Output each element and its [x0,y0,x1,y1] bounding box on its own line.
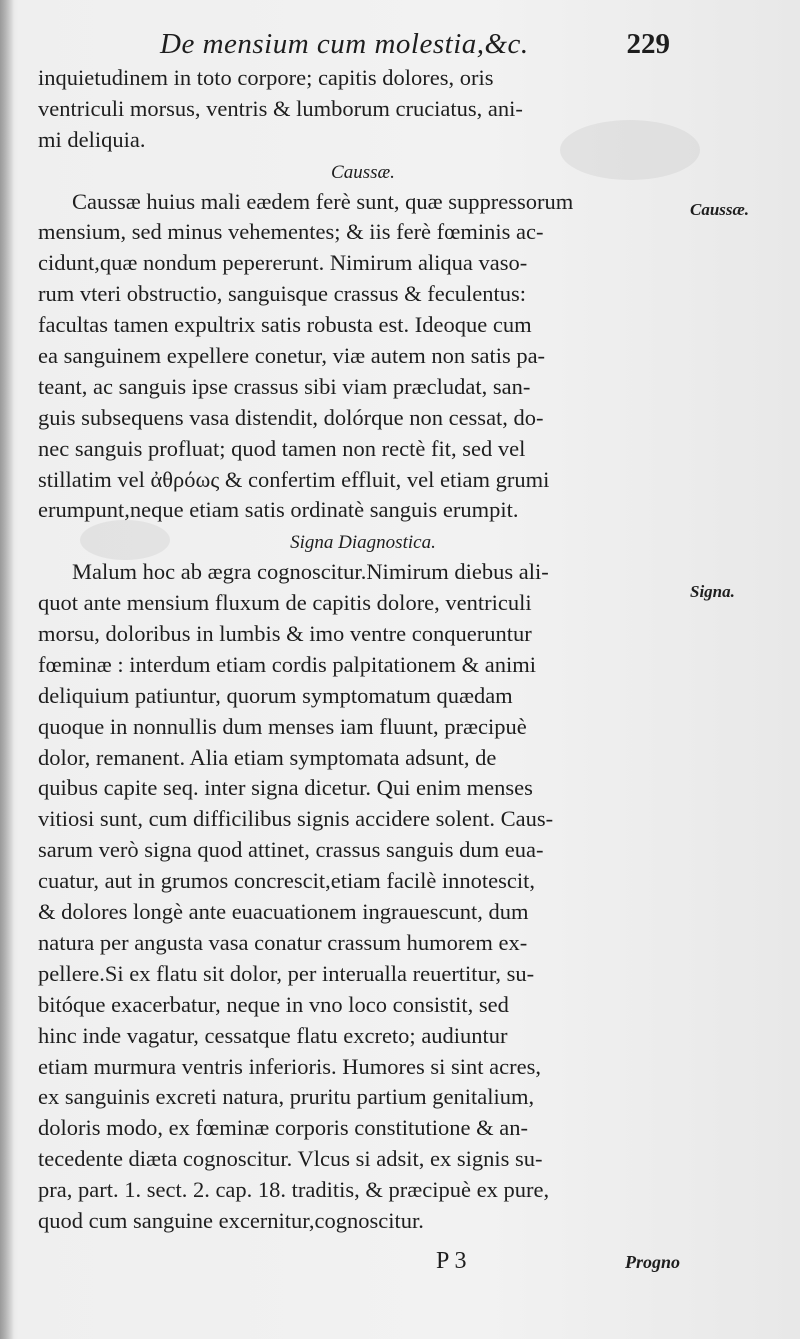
text-line: rum vteri obstructio, sanguisque crassus & feculentus: [38,281,527,307]
text-line: mi deliquia. [38,126,146,152]
gutter-shadow [0,0,14,1339]
margin-note-causae: Caussæ. [690,200,750,219]
text-line: Malum hoc ab ægra cognoscitur.Nimirum diebus ali- [72,559,549,585]
text-line: tecedente diæta cognoscitur. Vlcus si adsit, ex signis su- [38,1146,543,1172]
text-line: fœminæ : interdum etiam cordis palpitationem & animi [38,651,537,677]
text-line: cidunt,quæ nondum pepererunt. Nimirum aliqua vaso- [38,250,528,276]
margin-note-signa: Signa. [690,582,735,601]
text-line: mensium, sed minus vehementes; & iis ferè fœminis ac- [38,219,544,245]
text-line: quibus capite seq. inter signa dicetur. Qui enim menses [38,775,533,801]
signature-mark: P 3 [436,1248,467,1274]
text-line: morsu, doloribus in lumbis & imo ventre conqueruntur [38,621,532,647]
text-line: Caussæ huius mali eædem ferè sunt, quæ suppressorum [72,188,574,214]
text-line: ea sanguinem expellere conetur, viæ autem non satis pa- [38,343,546,369]
text-line: quod cum sanguine excernitur,cognoscitur. [38,1207,424,1233]
text-line: & dolores longè ante euacuationem ingrauescunt, dum [38,899,529,925]
text-line: pra, part. 1. sect. 2. cap. 18. traditis, & præcipuè ex pure, [38,1177,550,1203]
text-line: quot ante mensium fluxum de capitis dolore, ventriculi [38,590,532,616]
page-number: 229 [626,28,670,60]
section-heading-signa: Signa Diagnostica. [290,532,436,554]
text-line: quoque in nonnullis dum menses iam fluunt, præcipuè [38,713,527,739]
text-line: teant, ac sanguis ipse crassus sibi viam præcludat, san- [38,373,531,399]
text-line: sarum verò signa quod attinet, crassus sanguis dum eua- [38,837,544,863]
text-line: etiam murmura ventris inferioris. Humores si sint acres, [38,1053,541,1079]
text-line: ventriculi morsus, ventris & lumborum cruciatus, ani- [38,95,523,121]
text-line: facultas tamen expultrix satis robusta est. Ideoque cum [38,312,532,338]
text-line: vitiosi sunt, cum difficilibus signis accidere solent. Caus- [38,806,554,832]
section-heading-causae: Caussæ. [331,161,395,183]
page-header [160,28,680,68]
text-block-1 [38,63,688,1237]
text-line: erumpunt,neque etiam satis ordinatè sanguis erumpit. [38,497,519,523]
text-line: nec sanguis profluat; quod tamen non rectè fit, sed vel [38,435,526,461]
text-line: hinc inde vagatur, cessatque flatu excreto; audiuntur [38,1022,508,1048]
text-line: cuatur, aut in grumos concrescit,etiam facilè innotescit, [38,868,536,894]
text-line: dolor, remanent. Alia etiam symptomata adsunt, de [38,744,497,770]
catchword: Progno [625,1252,681,1272]
text-line: ex sanguinis excreti natura, pruritu partium genitalium, [38,1084,535,1110]
text-line: guis subsequens vasa distendit, dolórque non cessat, do- [38,404,544,430]
running-head: De mensium cum molestia,&c. [160,28,529,60]
text-line: doloris modo, ex fœminæ corporis constitutione & an- [38,1115,528,1141]
text-line: stillatim vel ἀθρόως & confertim effluit, vel etiam grumi [38,466,550,492]
text-line: deliquium patiuntur, quorum symptomatum quædam [38,682,513,708]
text-line: pellere.Si ex flatu sit dolor, per interualla reuertitur, su- [38,960,535,986]
text-line: bitóque exacerbatur, neque in vno loco consistit, sed [38,991,509,1017]
text-line: natura per angusta vasa conatur crassum humorem ex- [38,929,528,955]
text-line: inquietudinem in toto corpore; capitis dolores, oris [38,65,494,90]
